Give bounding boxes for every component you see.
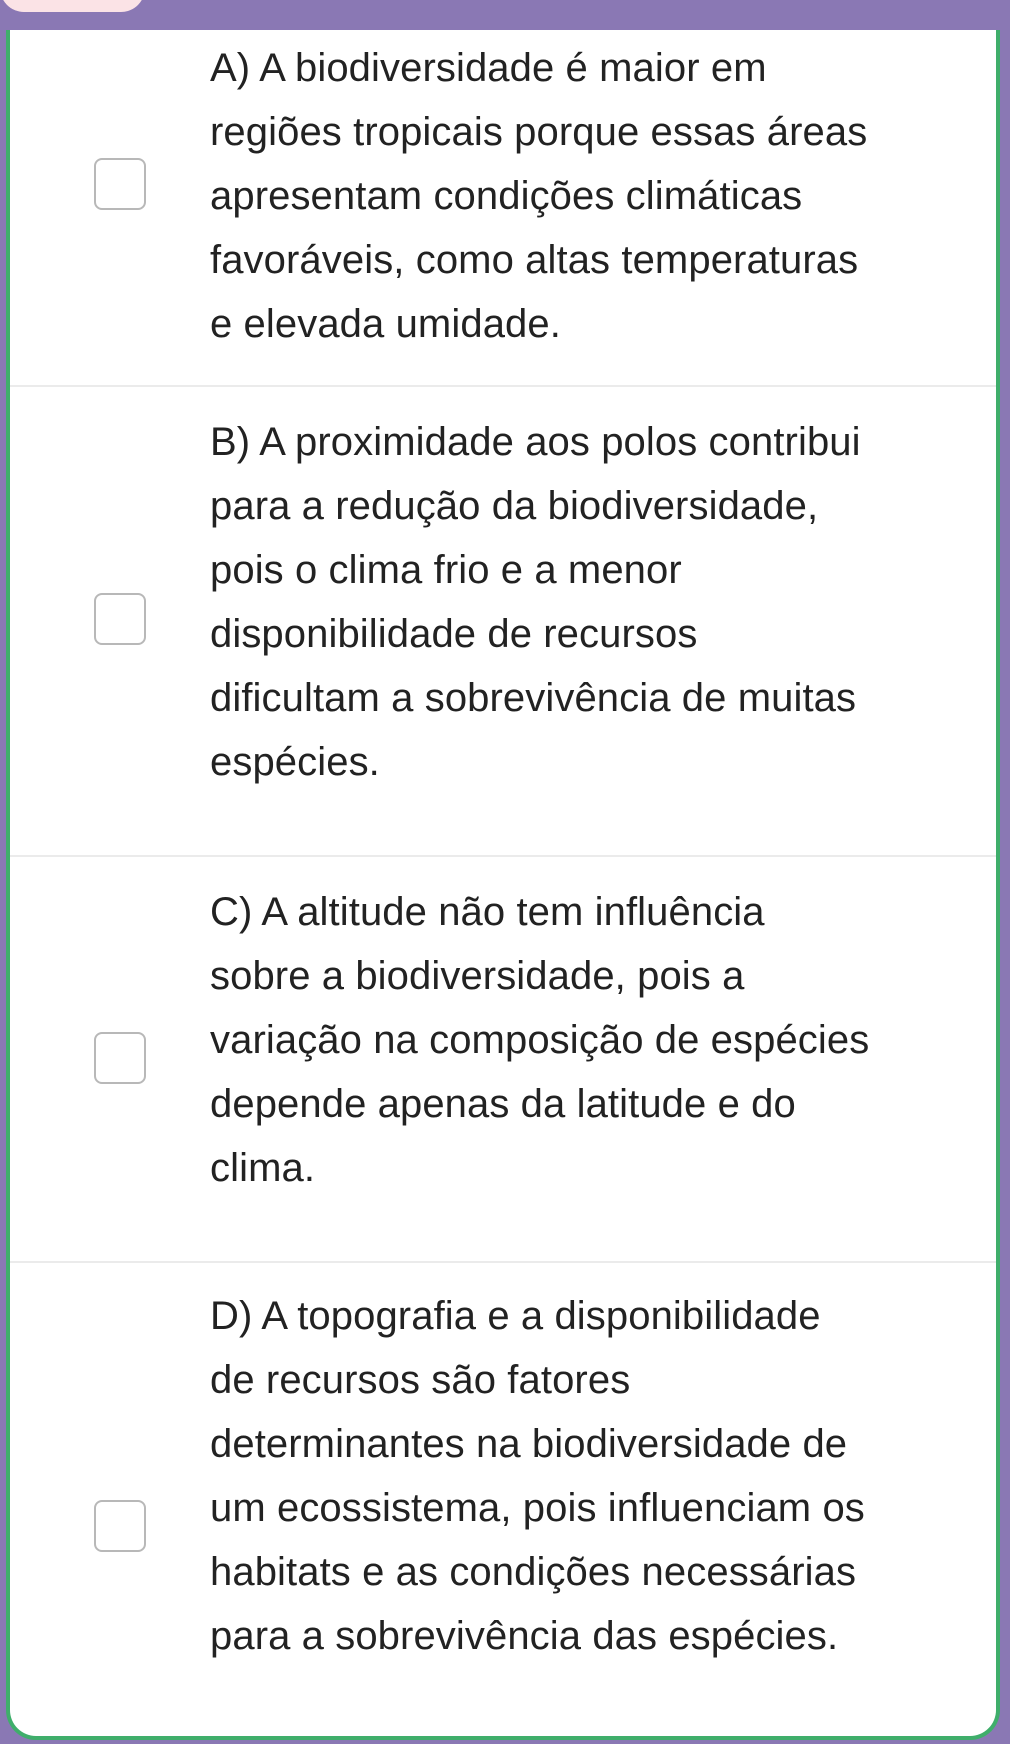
answer-options-card bbox=[6, 30, 1000, 1740]
option-d-checkbox[interactable] bbox=[94, 1500, 146, 1552]
option-d-text: D) A topografia e a disponibilidade de recursos são fatores determinantes na biodiversidade de um ecossistema, pois influenciam os habitats e as condições necessárias para a sobrevivência das espécies. bbox=[210, 1294, 865, 1658]
option-divider bbox=[10, 385, 1000, 387]
top-pill-button[interactable] bbox=[0, 0, 145, 12]
option-divider bbox=[10, 855, 1000, 857]
option-b-text: B) A proximidade aos polos contribui para a redução da biodiversidade, pois o clima frio e a menor disponibilidade de recursos dificultam a sobrevivência de muitas espécies. bbox=[210, 420, 861, 784]
option-a-text: A) A biodiversidade é maior em regiões tropicais porque essas áreas apresentam condições climáticas favoráveis, como altas temperaturas e elevada umidade. bbox=[210, 46, 868, 346]
option-b-checkbox[interactable] bbox=[94, 593, 146, 645]
option-divider bbox=[10, 1261, 1000, 1263]
option-c-checkbox[interactable] bbox=[94, 1032, 146, 1084]
option-c-text: C) A altitude não tem influência sobre a biodiversidade, pois a variação na composição de espécies depende apenas da latitude e do clima. bbox=[210, 890, 870, 1190]
option-a-checkbox[interactable] bbox=[94, 158, 146, 210]
